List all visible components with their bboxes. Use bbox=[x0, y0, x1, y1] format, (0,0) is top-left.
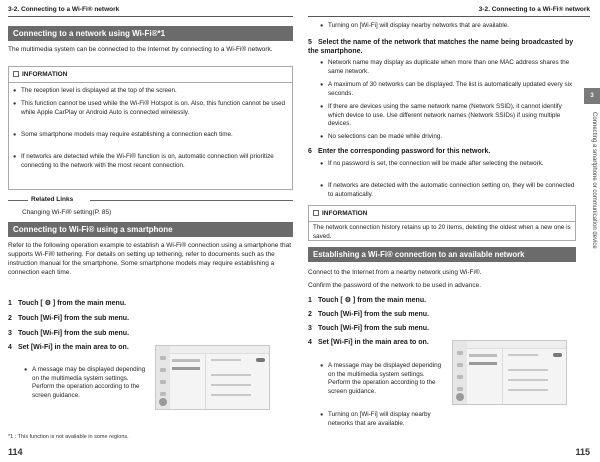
step-5-bullet: ● A maximum of 30 networks can be displayed. The list is automatically updated every six seconds. bbox=[320, 81, 575, 98]
related-rule-right bbox=[90, 200, 293, 201]
step-5: 5 Select the name of the network that matches the name being broadcasted by the smartphone. bbox=[308, 39, 574, 55]
step-6-bullet: ● If no password is set, the connection will be made after selecting the network. bbox=[320, 160, 575, 169]
step-2: 2 Touch [Wi-Fi] from the sub menu. bbox=[308, 311, 430, 318]
chapter-tab: 3 bbox=[584, 88, 600, 104]
header-rule bbox=[8, 16, 293, 17]
step-4: 4 Set [Wi-Fi] in the main area to on. bbox=[308, 339, 429, 346]
section-title-available-network: Establishing a Wi-Fi® connection to an available network bbox=[308, 247, 576, 262]
step-3: 3 Touch [Wi-Fi] from the sub menu. bbox=[308, 325, 430, 332]
search-icon bbox=[456, 393, 464, 401]
screen-top-bar bbox=[467, 341, 566, 349]
header-rule bbox=[308, 16, 590, 17]
page-header: 3-2. Connecting to a Wi-Fi® network bbox=[8, 6, 120, 13]
wifi-toggle bbox=[256, 358, 265, 362]
screen-image bbox=[155, 345, 270, 410]
info-bullet: ● Some smartphone models may require establishing a connection each time. bbox=[13, 131, 288, 140]
section-intro: Connect to the Internet from a nearby network using Wi-Fi®. bbox=[308, 269, 482, 276]
related-links-title: Related Links bbox=[31, 196, 74, 203]
section-title-smartphone: Connecting to Wi-Fi® using a smartphone bbox=[8, 222, 293, 237]
information-title: INFORMATION bbox=[13, 71, 67, 78]
screen-sub-menu bbox=[467, 349, 503, 404]
right-page bbox=[300, 0, 600, 462]
screen-top-bar bbox=[170, 346, 269, 354]
divider bbox=[309, 221, 575, 222]
related-link[interactable]: Changing Wi-Fi® setting(P. 85) bbox=[22, 209, 112, 216]
step-5-bullet: ● If there are devices using the same network name (Network SSID), it cannot identify which device to use. Use different network names (Network SSIDs) if using multiple devices. bbox=[320, 103, 575, 129]
section-intro: Refer to the following operation example to establish a Wi-Fi® connection using a smartphone that supports Wi-Fi® tethering. For details on setting up tethering, refer to documents such as the instruction manual for the smartphone. Some smartphone models may require establishing a connection each time. bbox=[8, 242, 291, 276]
info-bullet: ● The reception level is displayed at the top of the screen. bbox=[13, 87, 288, 96]
section-intro: The multimedia system can be connected to the Internet by connecting to a Wi-Fi® network. bbox=[8, 46, 273, 53]
step-3: 3 Touch [Wi-Fi] from the sub menu. bbox=[8, 330, 130, 337]
info-bullet: ● This function cannot be used while the Wi-Fi® Hotspot is on. Also, this function cannot be used while Apple CarPlay or Android Auto is connected wirelessly. bbox=[13, 100, 288, 117]
step-5-bullet: ● Network name may display as duplicate when more than one MAC address shares the same network. bbox=[320, 59, 575, 76]
step-4-bullet: ● A message may be displayed depending on the multimedia system settings. Perform the operation according to the screen guidance. bbox=[320, 362, 445, 396]
screen-sub-menu bbox=[170, 354, 206, 409]
search-icon bbox=[159, 398, 167, 406]
step-1: 1 Touch [ ⚙ ] from the main menu. bbox=[308, 297, 427, 304]
section-intro: Confirm the password of the network to be used in advance. bbox=[308, 282, 482, 289]
info-box-icon bbox=[313, 210, 319, 216]
top-bullet: ● Turning on [Wi-Fi] will display nearby networks that are available. bbox=[320, 22, 575, 31]
information-title: INFORMATION bbox=[313, 210, 367, 217]
screen-image bbox=[452, 340, 567, 405]
footnote: *1 : This function is not available in some regions. bbox=[8, 434, 129, 440]
page-header: 3-2. Connecting to a Wi-Fi® network bbox=[478, 6, 590, 13]
page-number: 114 bbox=[8, 447, 23, 457]
page-number: 115 bbox=[575, 447, 590, 457]
info-text: The network connection history retains up to 20 items, deleting the oldest when a new one is saved. bbox=[313, 224, 571, 240]
step-1: 1 Touch [ ⚙ ] from the main menu. bbox=[8, 300, 127, 307]
divider bbox=[9, 82, 292, 83]
info-box-icon bbox=[13, 71, 19, 77]
step-4-bullet: ● Turning on [Wi-Fi] will display nearby networks that are available. bbox=[320, 411, 445, 428]
step-4: 4 Set [Wi-Fi] in the main area to on. bbox=[8, 344, 129, 351]
step-6: 6 Enter the corresponding password for this network. bbox=[308, 148, 491, 155]
section-title-wifi-network: Connecting to a network using Wi-Fi®*1 bbox=[8, 26, 293, 41]
information-box bbox=[8, 66, 293, 190]
step-2: 2 Touch [Wi-Fi] from the sub menu. bbox=[8, 315, 130, 322]
wifi-toggle bbox=[553, 353, 562, 357]
side-label: Connecting a smartphone or communication device bbox=[591, 112, 597, 249]
information-box bbox=[308, 205, 576, 241]
step-4-bullet: ● A message may be displayed depending on the multimedia system settings. Perform the operation according to the screen guidance. bbox=[24, 366, 149, 400]
info-bullet: ● If networks are detected while the Wi-Fi® function is on, automatic connection will prioritize connecting to the network with the most recent connection. bbox=[13, 153, 288, 170]
step-5-bullet: ● No selections can be made while driving. bbox=[320, 133, 575, 142]
related-rule-left bbox=[8, 200, 28, 201]
step-6-bullet: ● If networks are detected with the automatic connection setting on, they will be connected to automatically. bbox=[320, 182, 575, 199]
